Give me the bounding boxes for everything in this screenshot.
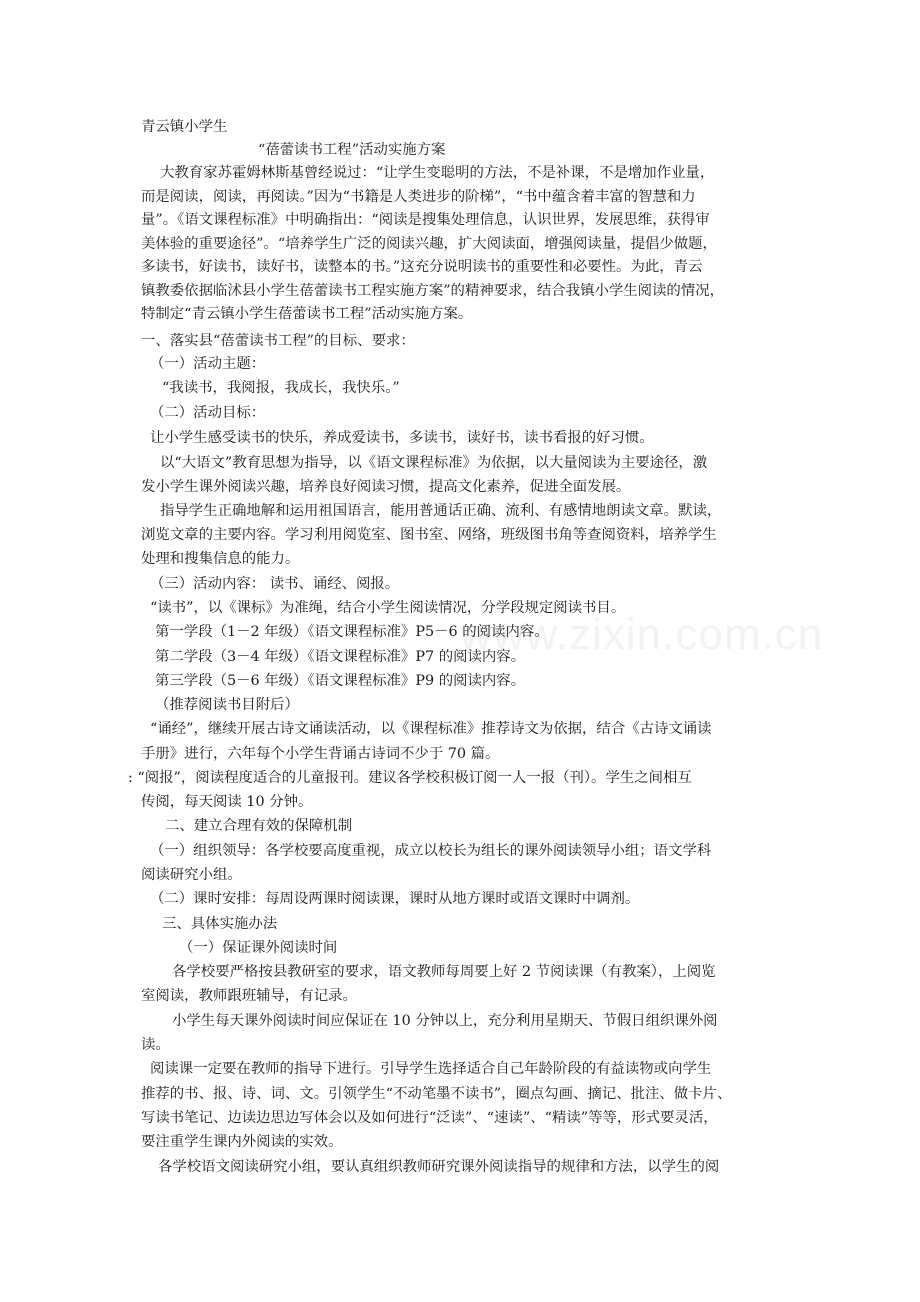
paragraph-line: 写读书笔记、边读边思边写体会以及如何进行“泛读”、“速读”、“精读”等等，形式要灵活， — [141, 1110, 718, 1126]
paragraph-line: 手册》进行，六年每个小学生背诵古诗词不少于 70 篇。 — [141, 746, 500, 762]
paragraph-line: （一）组织领导：各学校要高度重视，成立以校长为组长的课外阅读领导小组；语文学科 — [150, 843, 712, 859]
school-heading: 青云镇小学生 — [141, 119, 228, 135]
paragraph-line: 浏览文章的主要内容。学习利用阅览室、图书室、网络，班级图书角等查阅资料，培养学生 — [141, 527, 717, 543]
paragraph-line: 各学校语文阅读研究小组，要认真组织教师研究课外阅读指导的规律和方法，以学生的阅 — [158, 1159, 720, 1175]
paragraph-line: 小学生每天课外阅读时间应保证在 10 分钟以上，充分利用星期天、节假日组织课外阅 — [172, 1013, 718, 1029]
subsection-heading: （一）保证课外阅读时间 — [179, 940, 338, 956]
watermark: www.zixin.com.cn — [460, 610, 824, 659]
paragraph-line: 美体验的重要途径”。“培养学生广泛的阅读兴趣，扩大阅读面，增强阅读量，提倡少做题， — [141, 236, 717, 252]
paragraph-line: 推荐的书、报、诗、词、文。引领学生“不动笔墨不读书”，圈点勾画、摘记、批注、做卡片、 — [141, 1086, 732, 1102]
subsection-heading: （二）活动目标： — [150, 405, 266, 421]
list-item: 第三学段（5－6 年级）《语文课程标准》P9 的阅读内容。 — [155, 673, 526, 689]
paragraph-line: “读书”，以《课标》为准绳，结合小学生阅读情况，分学段规定阅读书目。 — [150, 600, 626, 616]
paragraph-line: 阅读研究小组。 — [141, 867, 242, 883]
paragraph-line: （二）课时安排：每周设两课时阅读课，课时从地方课时或语文课时中调剂。 — [150, 891, 640, 907]
list-item: （推荐阅读书目附后） — [155, 697, 299, 713]
paragraph-line: 大教育家苏霍姆林斯基曾经说过：“让学生变聪明的方法，不是补课，不是增加作业量， — [160, 165, 715, 181]
paragraph-line: 多读书，好读书，读好书，读整本的书。”这充分说明读书的重要性和必要性。为此，青云 — [141, 259, 703, 275]
paragraph-line: 量”。《语文课程标准》中明确指出：“阅读是搜集处理信息，认识世界，发展思维，获得审 — [141, 212, 710, 228]
section-heading: 二、建立合理有效的保障机制 — [165, 818, 353, 834]
paragraph-line: 阅读课一定要在教师的指导下进行。引导学生选择适合自己年龄阶段的有益读物或向学生 — [150, 1061, 712, 1077]
subsection-heading: （一）活动主题： — [150, 356, 266, 372]
paragraph-line: 发小学生课外阅读兴趣，培养良好阅读习惯，提高文化素养，促进全面发展。 — [141, 479, 631, 495]
paragraph-line: 各学校要严格按县教研室的要求，语文教师每周要上好 2 节阅读课（有教案），上阅览 — [172, 964, 716, 980]
paragraph-line: 传阅，每天阅读 10 分钟。 — [141, 794, 313, 810]
list-item: 第二学段（3－4 年级）《语文课程标准》P7 的阅读内容。 — [155, 649, 526, 665]
list-item: 第一学段（1－2 年级）《语文课程标准》P5－6 的阅读内容。 — [155, 624, 549, 640]
paragraph-line: 要注重学生课内外阅读的实效。 — [141, 1134, 343, 1150]
paragraph-line: 镇教委依据临沭县小学生蓓蕾读书工程实施方案”的精神要求，结合我镇小学生阅读的情况， — [141, 283, 724, 299]
paragraph-line: : “阅报”，阅读程度适合的儿童报刊。建议各学校积极订阅一人一报（刊）。学生之间相互 — [128, 770, 692, 786]
paragraph-line: 指导学生正确地解和运用祖国语言，能用普通话正确、流利、有感情地朗读文章。默读， — [160, 503, 722, 519]
paragraph-line: 室阅读，教师跟班辅导，有记录。 — [141, 988, 357, 1004]
subsection-heading: （三）活动内容： 读书、诵经、阅报。 — [150, 576, 400, 592]
paragraph-line: 让小学生感受读书的快乐，养成爱读书，多读书，读好书，读书看报的好习惯。 — [150, 430, 654, 446]
paragraph-line: “诵经”，继续开展古诗文诵读活动，以《课程标准》推荐诗文为依据，结合《古诗文诵读 — [150, 721, 712, 737]
paragraph-line: 以“大语文”教育思想为指导，以《语文课程标准》为依据，以大量阅读为主要途径，激 — [160, 455, 708, 471]
document-title: “蓓蕾读书工程”活动实施方案 — [258, 142, 446, 158]
section-heading: 三、具体实施办法 — [162, 916, 278, 932]
paragraph-line: 读。 — [141, 1037, 170, 1053]
paragraph-line: 而是阅读，阅读，再阅读。”因为“书籍是人类进步的阶梯”，“书中蕴含着丰富的智慧和力 — [141, 189, 696, 205]
section-heading: 一、落实县“蓓蕾读书工程”的目标、要求： — [141, 333, 415, 349]
theme-quote: “我读书，我阅报，我成长，我快乐。” — [162, 380, 400, 396]
paragraph-line: 处理和搜集信息的能力。 — [141, 551, 300, 567]
paragraph-line: 特制定“青云镇小学生蓓蕾读书工程”活动实施方案。 — [141, 306, 473, 322]
